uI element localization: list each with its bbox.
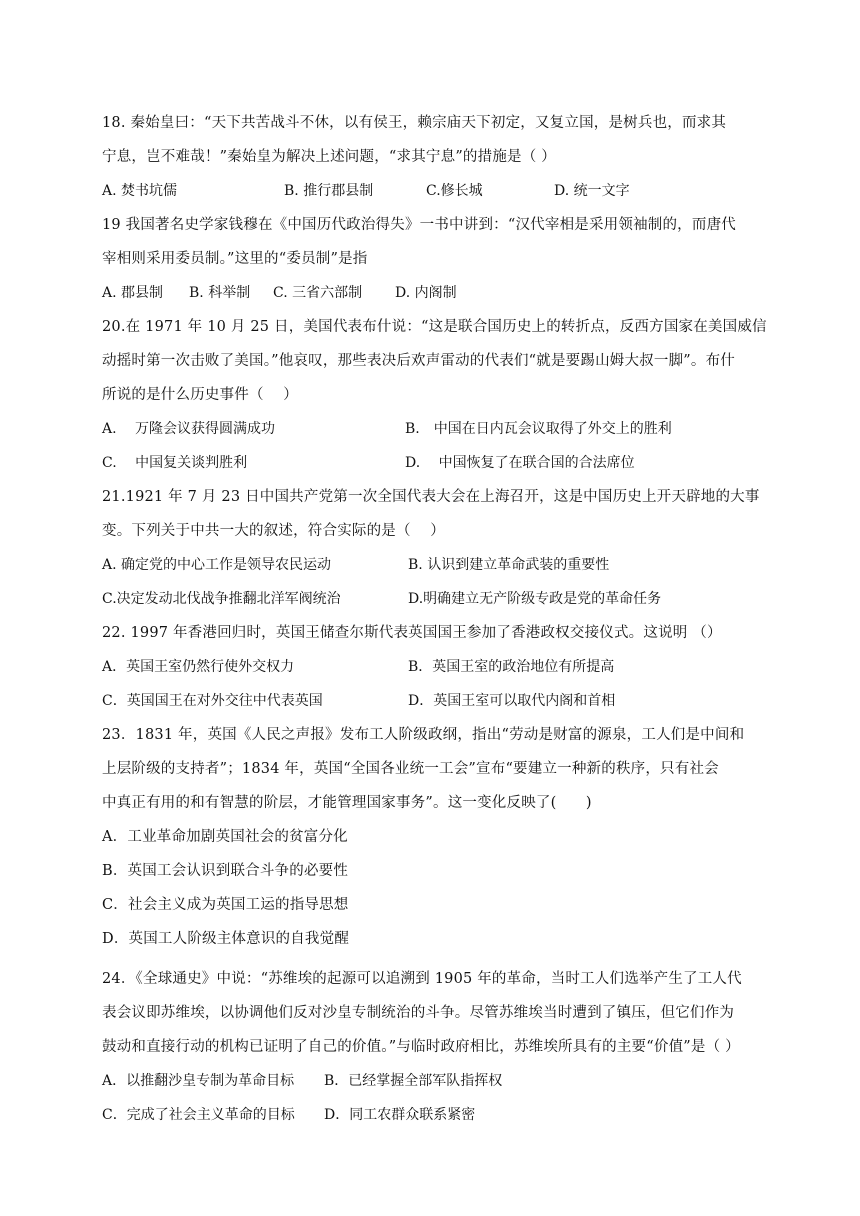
question-19	[102, 208, 770, 310]
question-24	[102, 962, 770, 1132]
question-19-stem-line-1: 19 我国著名史学家钱穆在《中国历代政治得失》一书中讲到：“汉代宰相是采用领袖制的，而唐代	[102, 217, 736, 233]
question-22-options-row-2	[102, 684, 770, 718]
question-18-stem-line-1: 18. 秦始皇曰：“天下共苦战斗不休，以有侯王，赖宗庙天下初定，又复立国，是树兵也，而求其	[102, 115, 727, 131]
option-d: D. 统一文字	[554, 183, 630, 199]
question-23	[102, 718, 770, 956]
question-21-stem-line-1: 21.1921 年 7 月 23 日中国共产党第一次全国代表大会在上海召开，这是中国历史上开天辟地的大事	[102, 489, 760, 505]
question-list	[102, 106, 770, 1132]
option-d: D.明确建立无产阶级专政是党的革命任务	[408, 591, 662, 607]
question-20-stem-line-1: 20.在 1971 年 10 月 25 日，美国代表布什说：“这是联合国历史上的转折点，反西方国家在美国威信	[102, 319, 767, 335]
question-19-stem-line-2: 宰相则采用委员制。”这里的“委员制”是指	[102, 251, 368, 267]
question-24-stem-line-2: 表会议即苏维埃，以协调他们反对沙皇专制统治的斗争。尽管苏维埃当时遭到了镇压，但它们作为	[102, 1005, 735, 1021]
question-23-stem-line-1: 23．1831 年，英国《人民之声报》发布工人阶级政纲，指出“劳动是财富的源泉，工人们是中间和	[102, 727, 745, 743]
option-a: A．以推翻沙皇专制为革命目标	[102, 1073, 295, 1089]
question-20-stem-line-2: 动摇时第一次击败了美国。”他哀叹，那些表决后欢声雷动的代表们“就是要踢山姆大叔一脚”。布什	[102, 353, 735, 369]
question-24-stem-line-3: 鼓动和直接行动的机构已证明了自己的价值。”与临时政府相比，苏维埃所具有的主要“价值”是（ ）	[102, 1039, 740, 1055]
option-d: D．同工农群众联系紧密	[324, 1107, 476, 1123]
question-21-stem-line-2: 变。下列关于中共一大的叙述，符合实际的是（ ）	[102, 523, 445, 539]
option-b: B. 科举制	[189, 285, 251, 301]
option-a: A. 确定党的中心工作是领导农民运动	[102, 557, 332, 573]
question-21	[102, 480, 770, 616]
question-20-options-row-2	[102, 446, 770, 480]
question-21-options-row-2	[102, 582, 770, 616]
option-a: A. 万隆会议获得圆满成功	[102, 421, 276, 437]
option-c: C.修长城	[426, 183, 483, 199]
question-22	[102, 616, 770, 718]
question-21-options-row-1	[102, 548, 770, 582]
option-a: A. 郡县制	[102, 285, 164, 301]
option-a: A．工业革命加剧英国社会的贫富分化	[102, 829, 348, 845]
option-d: D. 中国恢复了在联合国的合法席位	[405, 455, 635, 471]
option-a: A. 焚书坑儒	[102, 183, 178, 199]
option-d: D．英国工人阶级主体意识的自我觉醒	[102, 931, 350, 947]
option-b: B．英国王室的政治地位有所提高	[408, 659, 615, 675]
question-24-options-row-2	[102, 1098, 770, 1132]
question-24-options-row-1	[102, 1064, 770, 1098]
question-20	[102, 310, 770, 480]
option-d: D．英国王室可以取代内阁和首相	[408, 693, 616, 709]
option-c: C．完成了社会主义革命的目标	[102, 1107, 295, 1123]
question-18	[102, 106, 770, 208]
option-c: C. 中国复关谈判胜利	[102, 455, 248, 471]
option-b: B．英国工会认识到联合斗争的必要性	[102, 863, 349, 879]
question-18-options	[102, 174, 770, 208]
question-22-stem-line-1: 22. 1997 年香港回归时，英国王储查尔斯代表英国国王参加了香港政权交接仪式。这说明 （）	[102, 625, 722, 641]
option-c: C．社会主义成为英国工运的指导思想	[102, 897, 349, 913]
option-c: C．英国国王在对外交往中代表英国	[102, 693, 323, 709]
question-22-options-row-1	[102, 650, 770, 684]
question-20-options-row-1	[102, 412, 770, 446]
question-19-options	[102, 276, 770, 310]
option-b: B．已经掌握全部军队指挥权	[324, 1073, 503, 1089]
question-24-stem-line-1: 24．《全球通史》中说：“苏维埃的起源可以追溯到 1905 年的革命，当时工人们选举产生了工人代	[102, 971, 742, 987]
question-23-stem-line-3: 中真正有用的和有智慧的阶层，才能管理国家事务”。这一变化反映了( )	[102, 795, 592, 811]
option-b: B. 推行郡县制	[284, 183, 374, 199]
option-a: A．英国王室仍然行使外交权力	[102, 659, 295, 675]
question-18-stem-line-2: 宁息，岂不难哉！”秦始皇为解决上述问题，“求其宁息”的措施是（ ）	[102, 149, 556, 165]
option-d: D. 内阁制	[395, 285, 457, 301]
option-b: B. 中国在日内瓦会议取得了外交上的胜利	[405, 421, 672, 437]
question-20-stem-line-3: 所说的是什么历史事件（ ）	[102, 387, 298, 403]
question-23-stem-line-2: 上层阶级的支持者”；1834 年，英国“全国各业统一工会”宣布“要建立一种新的秩序，只有社会	[102, 761, 719, 777]
option-b: B. 认识到建立革命武装的重要性	[408, 557, 610, 573]
option-c: C. 三省六部制	[273, 285, 363, 301]
option-c: C.决定发动北伐战争推翻北洋军阀统治	[102, 591, 341, 607]
